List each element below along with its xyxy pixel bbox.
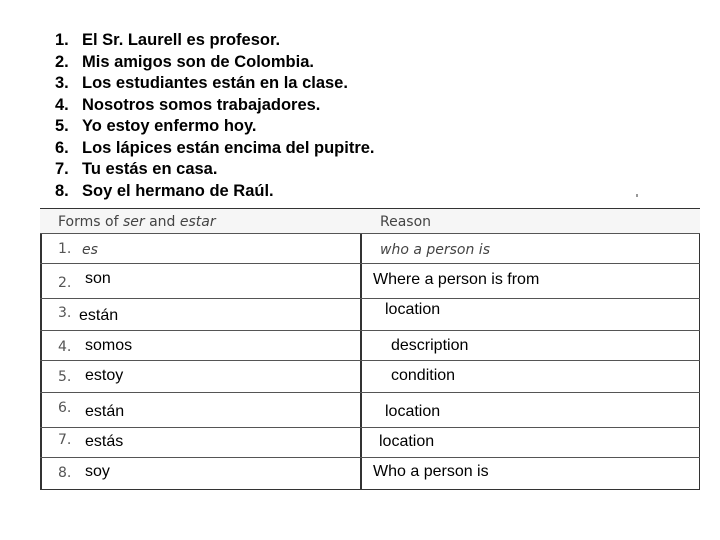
row-reason: Where a person is from <box>373 271 540 288</box>
sentence-text: Mis amigos son de Colombia. <box>82 52 314 71</box>
sentence-number: 7. <box>55 160 69 178</box>
row-divider <box>40 360 700 361</box>
sentence-item <box>55 52 375 74</box>
row-divider <box>40 298 700 299</box>
sentence-text: Nosotros somos trabajadores. <box>82 95 321 114</box>
sentence-item <box>55 30 375 52</box>
row-form: estás <box>85 433 124 450</box>
sentence-text: El Sr. Laurell es profesor. <box>82 31 281 49</box>
table-border-right <box>699 209 701 489</box>
header-forms-estar: estar <box>179 214 216 230</box>
sentence-item <box>55 73 375 95</box>
row-number: 2. <box>58 275 72 291</box>
row-divider <box>40 330 700 331</box>
row-reason: who a person is <box>380 242 490 258</box>
row-form: están <box>85 403 125 420</box>
scan-mark <box>636 194 638 197</box>
header-forms-prefix: Forms of <box>58 214 123 230</box>
sentence-item <box>55 159 375 181</box>
row-form: es <box>82 242 98 258</box>
sentence-text: Soy el hermano de Raúl. <box>82 181 274 200</box>
sentence-text: Los lápices están encima del pupitre. <box>82 138 375 157</box>
header-forms <box>58 214 216 230</box>
sentence-number: 2. <box>55 52 69 71</box>
sentence-number: 4. <box>55 95 69 114</box>
row-reason: condition <box>391 367 456 384</box>
row-divider <box>40 263 700 264</box>
row-form: soy <box>85 463 110 480</box>
row-divider <box>40 457 700 458</box>
table-column-divider <box>360 209 362 489</box>
sentence-text: Los estudiantes están en la clase. <box>82 74 348 92</box>
sentence-item <box>55 95 375 117</box>
sentence-number: 5. <box>55 117 69 135</box>
row-form: estoy <box>85 367 124 384</box>
row-form: son <box>85 270 111 287</box>
sentence-number: 1. <box>55 31 69 49</box>
row-number: 3. <box>58 305 72 321</box>
header-forms-ser: ser <box>122 214 145 230</box>
header-reason: Reason <box>380 214 432 230</box>
ser-estar-table <box>40 208 700 490</box>
sentence-text: Yo estoy enfermo hoy. <box>82 117 257 135</box>
row-reason: location <box>379 433 435 450</box>
row-form: somos <box>85 337 133 354</box>
sentence-item <box>55 181 375 203</box>
sentence-number: 6. <box>55 138 69 157</box>
row-reason: location <box>385 301 441 318</box>
sentence-item <box>55 138 375 160</box>
row-divider <box>40 233 700 234</box>
row-reason: location <box>385 403 441 420</box>
row-form: están <box>79 307 119 324</box>
row-reason: description <box>391 337 469 354</box>
row-divider <box>40 427 700 428</box>
sentence-text: Tu estás en casa. <box>82 160 218 178</box>
row-number: 1. <box>58 241 72 257</box>
sentence-list <box>55 30 375 202</box>
table-border-left <box>40 209 42 489</box>
row-divider <box>40 392 700 393</box>
sentence-item <box>55 116 375 138</box>
row-number: 6. <box>58 400 72 416</box>
row-reason: Who a person is <box>373 463 489 480</box>
sentence-number: 3. <box>55 74 69 92</box>
row-number: 8. <box>58 465 72 481</box>
sentence-number: 8. <box>55 181 69 200</box>
row-number: 7. <box>58 432 72 448</box>
row-number: 5. <box>58 369 72 385</box>
header-forms-and: and <box>144 214 180 230</box>
row-number: 4. <box>58 339 72 355</box>
